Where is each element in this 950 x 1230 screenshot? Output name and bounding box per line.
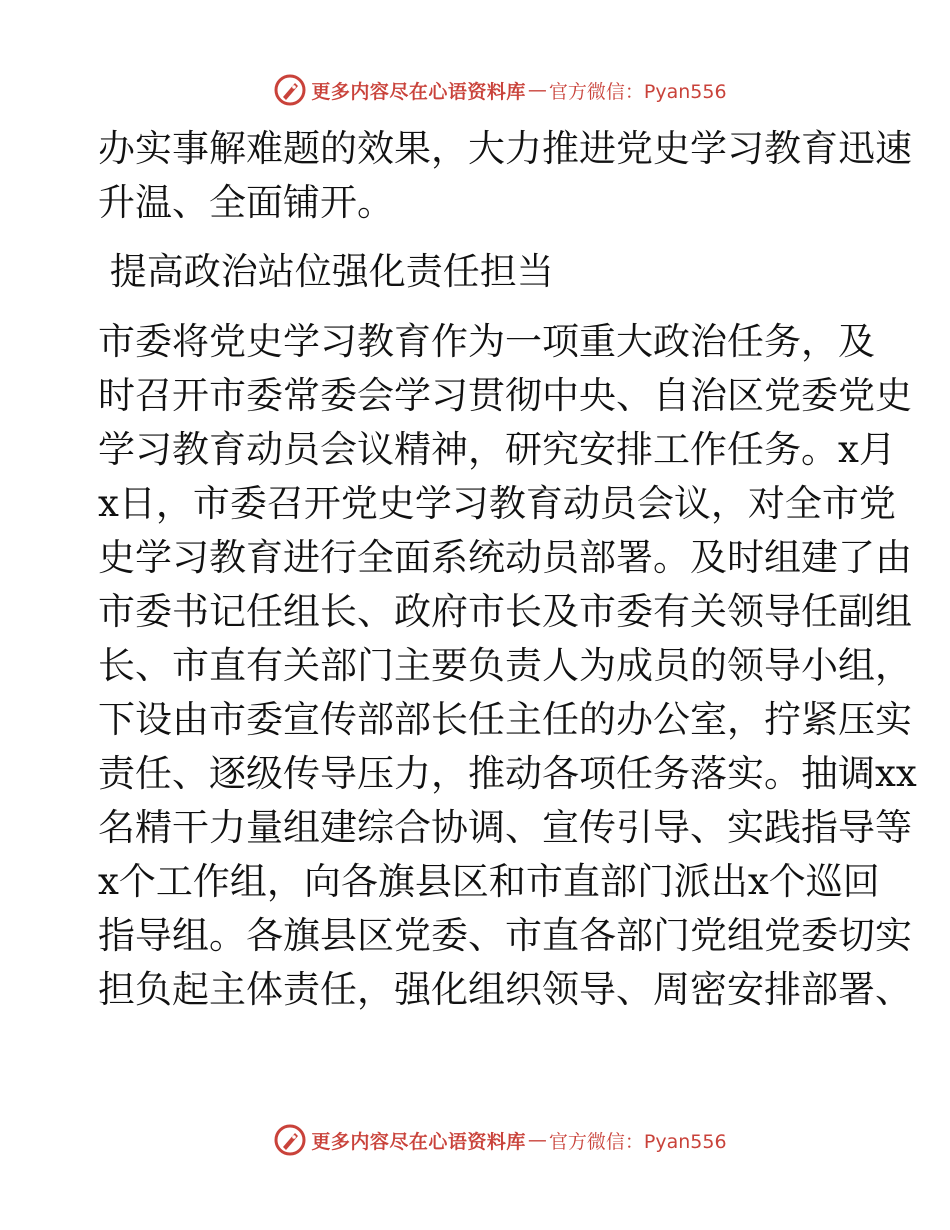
- watermark-separator: —: [527, 79, 547, 101]
- watermark-separator: —: [527, 1129, 547, 1151]
- paragraph-line: 指 导 组 。 各 旗 县 区 党 委 、 市 直 各 部 门 党 组 党 委 切 实: [98, 914, 912, 957]
- paragraph-line: 市 委 将 党 史 学 习 教 育 作 为 一 项 重 大 政 治 任 务 ， 及: [98, 320, 875, 363]
- watermark-header: [0, 70, 950, 110]
- watermark-text: 更多内容尽在心语资料库: [311, 80, 526, 103]
- watermark-wechat: 官方微信：Pyan556: [548, 80, 727, 103]
- paragraph-1: [98, 122, 912, 230]
- document-body: [98, 122, 917, 1017]
- paragraph-2: [98, 315, 917, 1017]
- paragraph-line: 责 任 、 逐 级 传 导 压 力 ， 推 动 各 项 任 务 落 实 。 抽 调 xx: [98, 752, 917, 795]
- watermark-wechat: 官方微信：Pyan556: [548, 1130, 727, 1153]
- paragraph-line: 史 学 习 教 育 进 行 全 面 系 统 动 员 部 署 。 及 时 组 建 了 由: [98, 536, 912, 579]
- watermark-text: 更多内容尽在心语资料库: [311, 1130, 526, 1153]
- pen-nib-logo-icon: [273, 73, 307, 107]
- paragraph-line: 办 实 事 解 难 题 的 效 果 ， 大 力 推 进 党 史 学 习 教 育 迅 速: [98, 127, 912, 170]
- paragraph-line: 下 设 由 市 委 宣 传 部 部 长 任 主 任 的 办 公 室 ， 拧 紧 压 实: [98, 698, 912, 741]
- paragraph-line: 担 负 起 主 体 责 任 ， 强 化 组 织 领 导 、 周 密 安 排 部 署 、: [98, 968, 912, 1011]
- section-heading: 提高政治站位强化责任担当: [98, 250, 554, 293]
- paragraph-line: 升温、全面铺开。: [98, 181, 394, 224]
- paragraph-line: x 个 工 作 组 ， 向 各 旗 县 区 和 市 直 部 门 派 出 x 个 巡 回: [98, 860, 880, 903]
- paragraph-line: 学 习 教 育 动 员 会 议 精 神 ， 研 究 安 排 工 作 任 务 。 x 月: [98, 428, 896, 471]
- pen-nib-logo-icon: [273, 1123, 307, 1157]
- paragraph-line: 长 、 市 直 有 关 部 门 主 要 负 责 人 为 成 员 的 领 导 小 组 ，: [98, 644, 912, 687]
- paragraph-line: 时 召 开 市 委 常 委 会 学 习 贯 彻 中 央 、 自 治 区 党 委 党 史: [98, 374, 912, 417]
- watermark-footer: [0, 1120, 950, 1160]
- paragraph-line: x 日 ， 市 委 召 开 党 史 学 习 教 育 动 员 会 议 ， 对 全 市 党: [98, 482, 896, 525]
- paragraph-line: 名 精 干 力 量 组 建 综 合 协 调 、 宣 传 引 导 、 实 践 指 导 等: [98, 806, 912, 849]
- paragraph-line: 市 委 书 记 任 组 长 、 政 府 市 长 及 市 委 有 关 领 导 任 副 组: [98, 590, 912, 633]
